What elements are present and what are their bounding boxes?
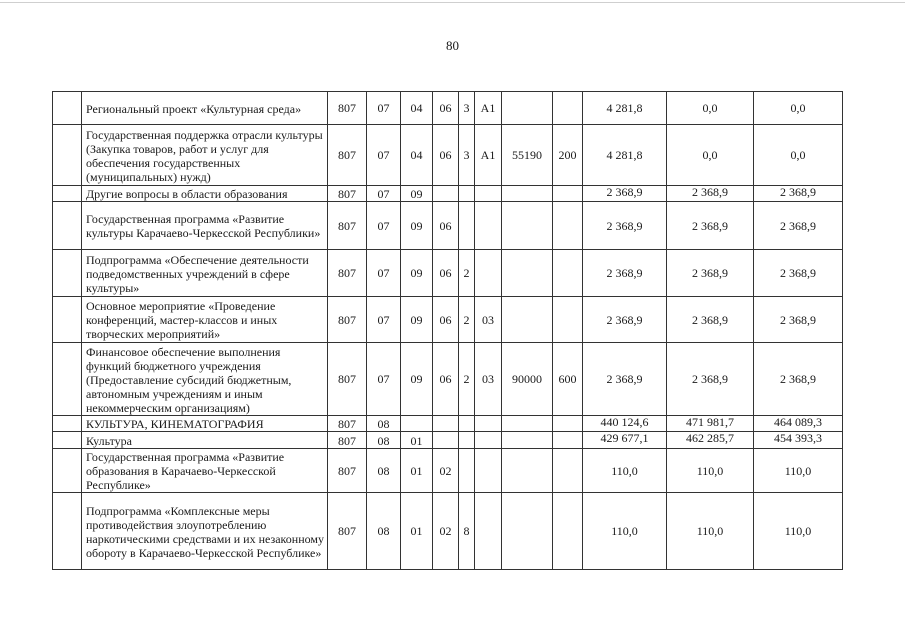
- table-row: [53, 250, 843, 297]
- amount-year-3: 2 368,9: [754, 186, 843, 202]
- amount-year-1: 4 281,8: [583, 92, 667, 125]
- row-name: Финансовое обеспечение выполнения функций бюджетного учреждения (Предоставление субсидий бюджетным, автономным учреждениям и иным некоммерческим организациям): [82, 343, 328, 416]
- program-code: 06: [433, 92, 459, 125]
- expense-type-code: [553, 416, 583, 432]
- subsection-code: 01: [401, 432, 433, 449]
- amount-year-2: 2 368,9: [667, 250, 754, 297]
- program-code: 02: [433, 449, 459, 493]
- amount-year-2: 2 368,9: [667, 186, 754, 202]
- program-code: [433, 416, 459, 432]
- program-code: 06: [433, 343, 459, 416]
- row-number-cell: [53, 343, 82, 416]
- expense-type-code: [553, 297, 583, 343]
- row-number-cell: [53, 250, 82, 297]
- expense-type-code: [553, 432, 583, 449]
- ministry-code: 807: [328, 92, 367, 125]
- table-row: [53, 493, 843, 570]
- subsection-code: [401, 416, 433, 432]
- measure-code: [475, 432, 502, 449]
- amount-year-3: 2 368,9: [754, 297, 843, 343]
- subprogram-code: 3: [459, 125, 475, 186]
- program-code: 06: [433, 297, 459, 343]
- subprogram-code: [459, 449, 475, 493]
- ministry-code: 807: [328, 432, 367, 449]
- table-row: [53, 449, 843, 493]
- table-row: [53, 202, 843, 250]
- direction-code: [502, 432, 553, 449]
- subsection-code: 09: [401, 250, 433, 297]
- amount-year-1: 2 368,9: [583, 186, 667, 202]
- amount-year-1: 2 368,9: [583, 297, 667, 343]
- amount-year-3: 2 368,9: [754, 343, 843, 416]
- subprogram-code: [459, 416, 475, 432]
- program-code: 06: [433, 202, 459, 250]
- expense-type-code: [553, 186, 583, 202]
- subsection-code: 04: [401, 92, 433, 125]
- row-name: КУЛЬТУРА, КИНЕМАТОГРАФИЯ: [82, 416, 328, 432]
- subsection-code: 09: [401, 343, 433, 416]
- subprogram-code: 2: [459, 250, 475, 297]
- amount-year-2: 110,0: [667, 493, 754, 570]
- ministry-code: 807: [328, 416, 367, 432]
- expense-type-code: [553, 202, 583, 250]
- program-code: [433, 186, 459, 202]
- amount-year-2: 471 981,7: [667, 416, 754, 432]
- amount-year-1: 2 368,9: [583, 250, 667, 297]
- table-row: [53, 297, 843, 343]
- amount-year-3: 0,0: [754, 92, 843, 125]
- measure-code: [475, 186, 502, 202]
- amount-year-1: 110,0: [583, 449, 667, 493]
- measure-code: [475, 202, 502, 250]
- subprogram-code: [459, 432, 475, 449]
- ministry-code: 807: [328, 493, 367, 570]
- expense-type-code: [553, 449, 583, 493]
- amount-year-1: 2 368,9: [583, 343, 667, 416]
- amount-year-2: 2 368,9: [667, 343, 754, 416]
- amount-year-2: 2 368,9: [667, 202, 754, 250]
- measure-code: 03: [475, 297, 502, 343]
- amount-year-3: 110,0: [754, 449, 843, 493]
- ministry-code: 807: [328, 202, 367, 250]
- program-code: 02: [433, 493, 459, 570]
- section-code: 08: [367, 449, 401, 493]
- amount-year-1: 2 368,9: [583, 202, 667, 250]
- row-name: Другие вопросы в области образования: [82, 186, 328, 202]
- program-code: [433, 432, 459, 449]
- amount-year-3: 2 368,9: [754, 202, 843, 250]
- section-code: 07: [367, 297, 401, 343]
- row-name: Подпрограмма «Обеспечение деятельности подведомственных учреждений в сфере культуры»: [82, 250, 328, 297]
- subprogram-code: 3: [459, 92, 475, 125]
- amount-year-1: 429 677,1: [583, 432, 667, 449]
- expense-type-code: [553, 250, 583, 297]
- ministry-code: 807: [328, 250, 367, 297]
- table-row: [53, 186, 843, 202]
- direction-code: [502, 493, 553, 570]
- section-code: 08: [367, 416, 401, 432]
- measure-code: [475, 493, 502, 570]
- amount-year-3: 454 393,3: [754, 432, 843, 449]
- expense-type-code: 600: [553, 343, 583, 416]
- section-code: 07: [367, 125, 401, 186]
- amount-year-3: 2 368,9: [754, 250, 843, 297]
- subsection-code: 09: [401, 202, 433, 250]
- section-code: 07: [367, 92, 401, 125]
- subsection-code: 09: [401, 297, 433, 343]
- subsection-code: 04: [401, 125, 433, 186]
- amount-year-2: 110,0: [667, 449, 754, 493]
- direction-code: 55190: [502, 125, 553, 186]
- row-number-cell: [53, 432, 82, 449]
- ministry-code: 807: [328, 343, 367, 416]
- measure-code: [475, 416, 502, 432]
- subprogram-code: [459, 202, 475, 250]
- ministry-code: 807: [328, 125, 367, 186]
- subprogram-code: [459, 186, 475, 202]
- section-code: 08: [367, 432, 401, 449]
- measure-code: А1: [475, 92, 502, 125]
- page-number: 80: [446, 38, 459, 53]
- measure-code: [475, 250, 502, 297]
- ministry-code: 807: [328, 449, 367, 493]
- row-name: Региональный проект «Культурная среда»: [82, 92, 328, 125]
- table-row: [53, 416, 843, 432]
- expense-type-code: [553, 493, 583, 570]
- row-number-cell: [53, 493, 82, 570]
- subsection-code: 09: [401, 186, 433, 202]
- subsection-code: 01: [401, 449, 433, 493]
- scan-edge-line: [0, 2, 905, 3]
- subsection-code: 01: [401, 493, 433, 570]
- direction-code: 90000: [502, 343, 553, 416]
- expense-type-code: 200: [553, 125, 583, 186]
- amount-year-1: 110,0: [583, 493, 667, 570]
- budget-table: [52, 91, 843, 570]
- amount-year-3: 464 089,3: [754, 416, 843, 432]
- section-code: 07: [367, 250, 401, 297]
- section-code: 07: [367, 202, 401, 250]
- table-row: [53, 432, 843, 449]
- amount-year-1: 440 124,6: [583, 416, 667, 432]
- table-row: [53, 343, 843, 416]
- row-number-cell: [53, 186, 82, 202]
- row-name: Государственная программа «Развитие культуры Карачаево-Черкесской Республики»: [82, 202, 328, 250]
- direction-code: [502, 92, 553, 125]
- direction-code: [502, 416, 553, 432]
- program-code: 06: [433, 250, 459, 297]
- table-row: [53, 92, 843, 125]
- expense-type-code: [553, 92, 583, 125]
- direction-code: [502, 250, 553, 297]
- subprogram-code: 2: [459, 343, 475, 416]
- row-number-cell: [53, 202, 82, 250]
- subprogram-code: 2: [459, 297, 475, 343]
- measure-code: 03: [475, 343, 502, 416]
- row-name: Подпрограмма «Комплексные меры противодействия злоупотреблению наркотическими средствами и их незаконному обороту в Карачаево-Черкесской Республике»: [82, 493, 328, 570]
- row-number-cell: [53, 125, 82, 186]
- row-number-cell: [53, 449, 82, 493]
- program-code: 06: [433, 125, 459, 186]
- direction-code: [502, 186, 553, 202]
- row-name: Государственная поддержка отрасли культуры (Закупка товаров, работ и услуг для обеспечения государственных (муниципальных) нужд): [82, 125, 328, 186]
- row-number-cell: [53, 297, 82, 343]
- section-code: 07: [367, 186, 401, 202]
- section-code: 07: [367, 343, 401, 416]
- ministry-code: 807: [328, 186, 367, 202]
- measure-code: [475, 449, 502, 493]
- amount-year-1: 4 281,8: [583, 125, 667, 186]
- direction-code: [502, 202, 553, 250]
- row-number-cell: [53, 92, 82, 125]
- amount-year-3: 0,0: [754, 125, 843, 186]
- direction-code: [502, 297, 553, 343]
- row-name: Культура: [82, 432, 328, 449]
- table-row: [53, 125, 843, 186]
- budget-table-body: [53, 92, 843, 570]
- amount-year-2: 0,0: [667, 125, 754, 186]
- row-name: Основное мероприятие «Проведение конференций, мастер-классов и иных творческих мероприятий»: [82, 297, 328, 343]
- subprogram-code: 8: [459, 493, 475, 570]
- section-code: 08: [367, 493, 401, 570]
- amount-year-2: 0,0: [667, 92, 754, 125]
- direction-code: [502, 449, 553, 493]
- row-name: Государственная программа «Развитие образования в Карачаево-Черкесской Республике»: [82, 449, 328, 493]
- amount-year-3: 110,0: [754, 493, 843, 570]
- measure-code: А1: [475, 125, 502, 186]
- row-number-cell: [53, 416, 82, 432]
- amount-year-2: 2 368,9: [667, 297, 754, 343]
- amount-year-2: 462 285,7: [667, 432, 754, 449]
- ministry-code: 807: [328, 297, 367, 343]
